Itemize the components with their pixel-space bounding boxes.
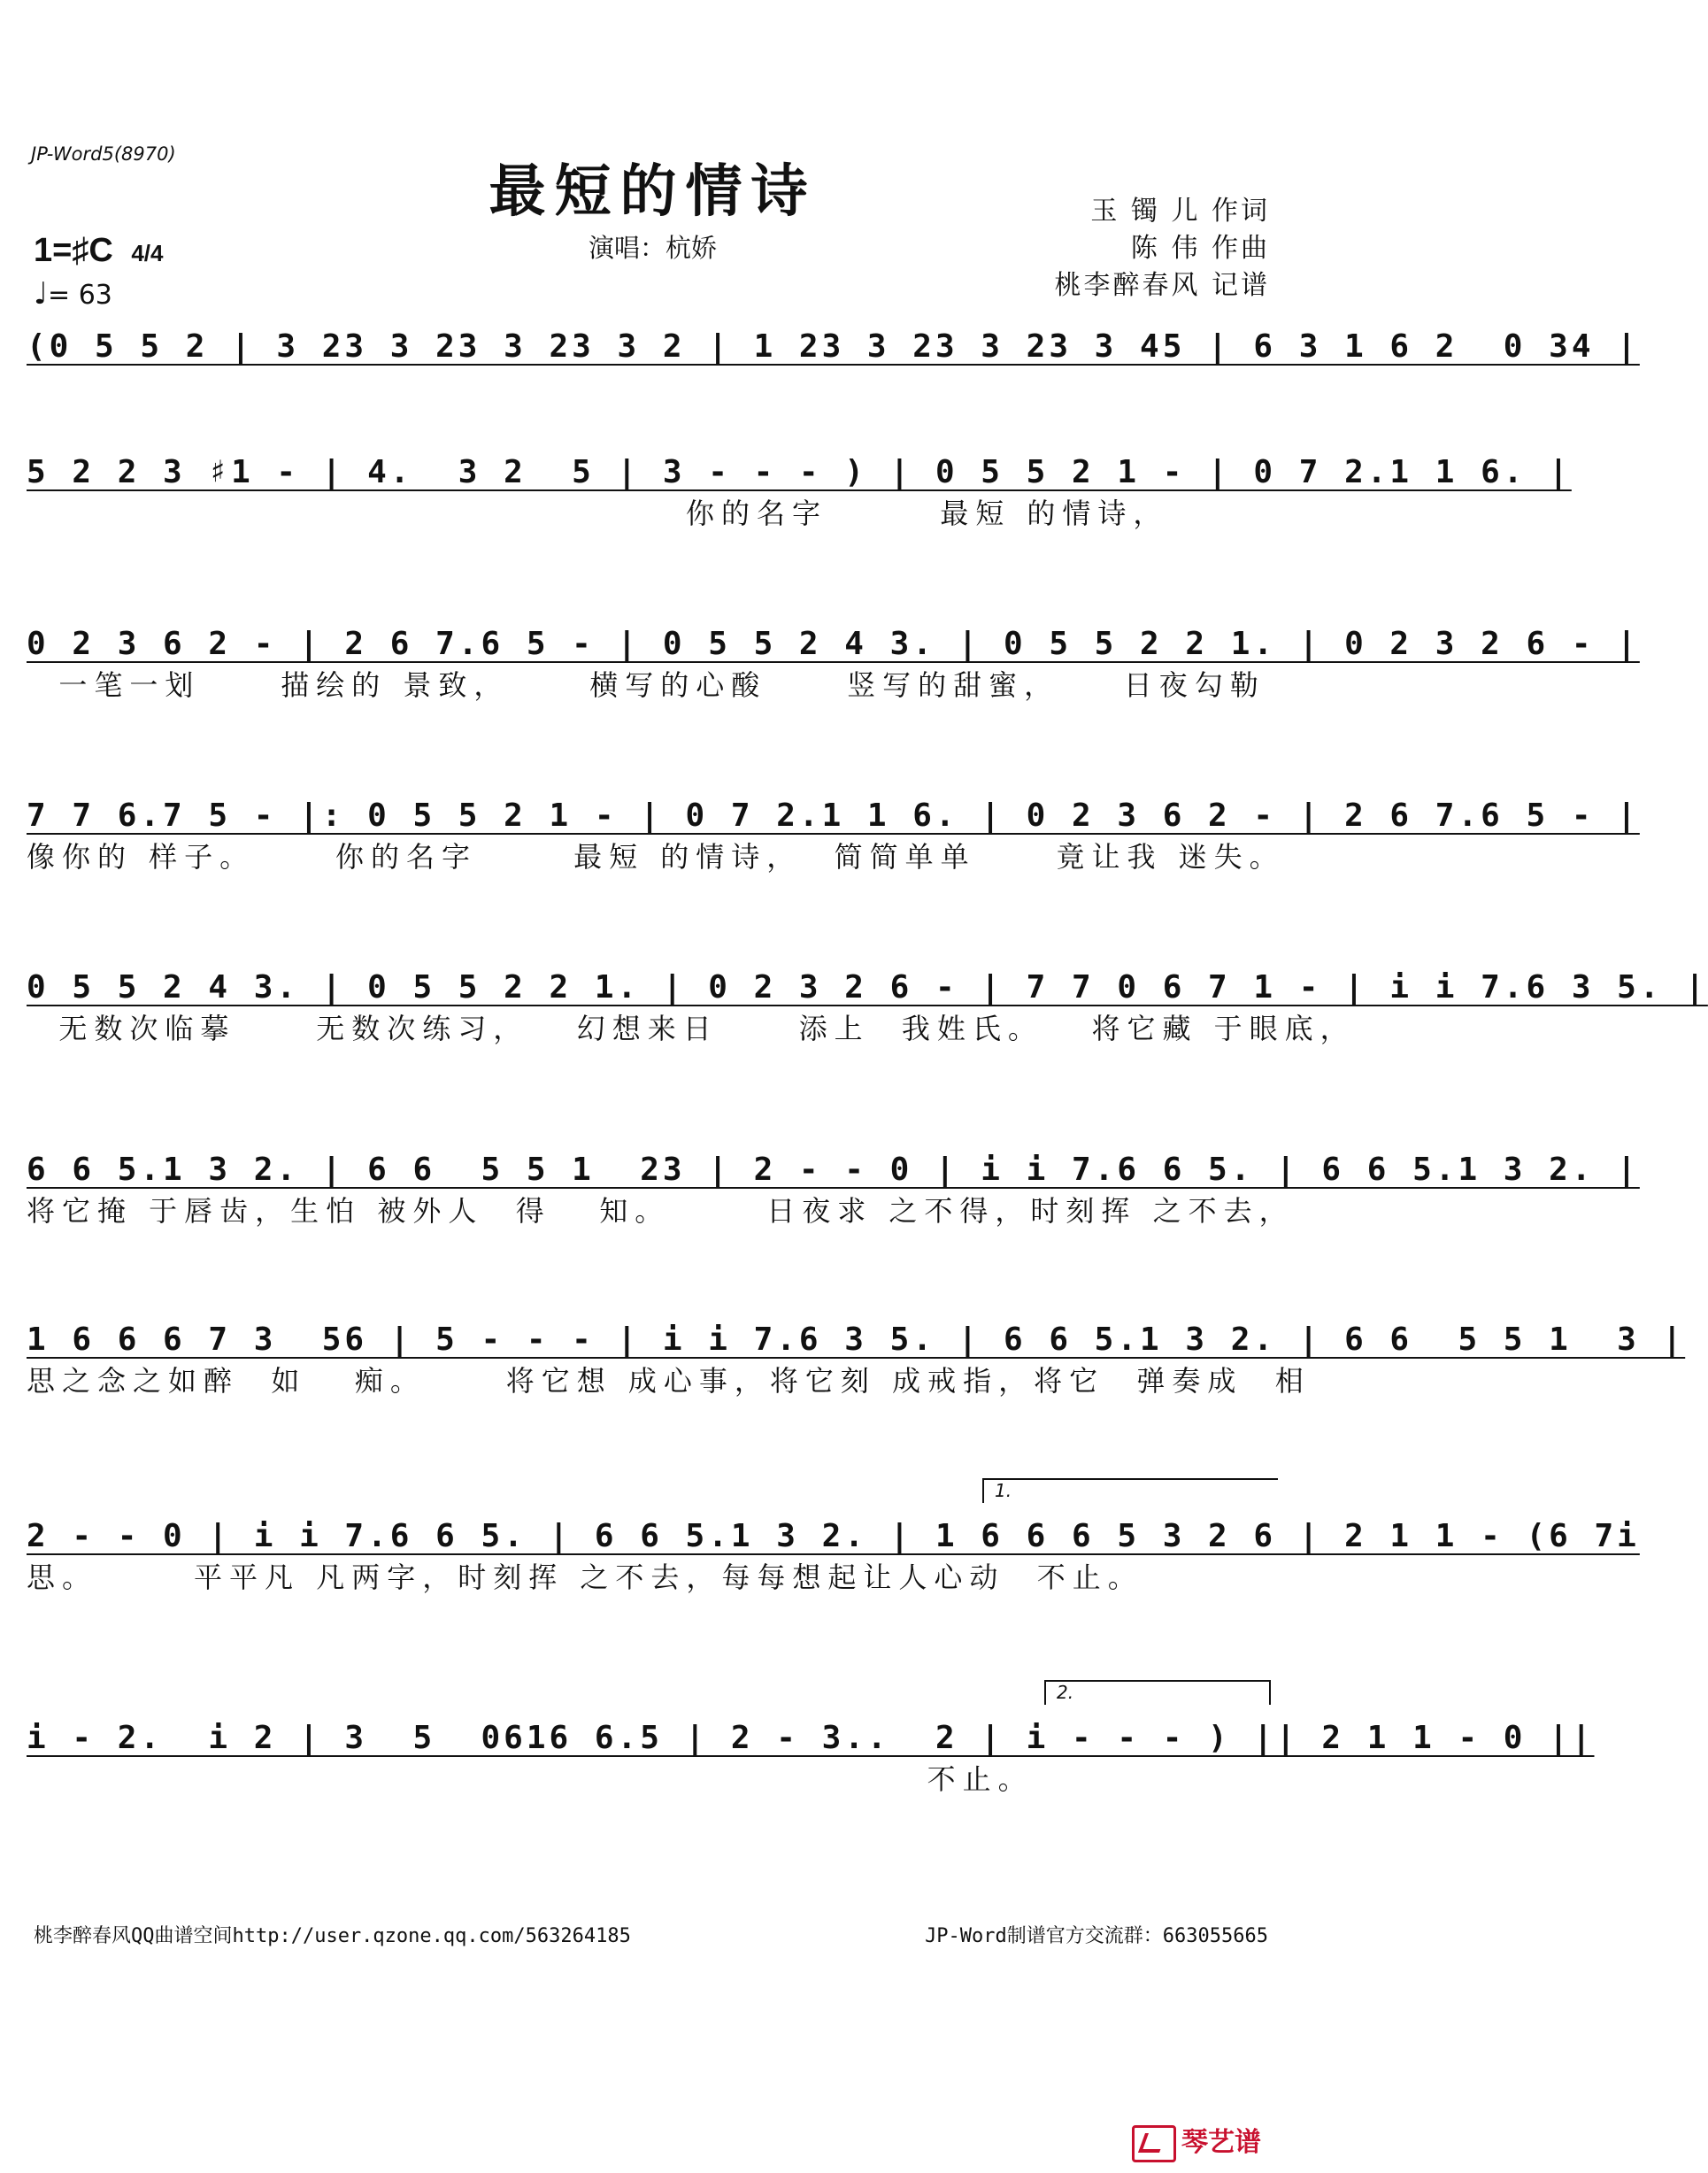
tempo-marking — [34, 276, 112, 312]
notation: 5 2 2 3 ♯1 - | 4. 3 2 5 | 3 - - - ) | 0 5 5 2 1 - | 0 7 2.1 1 6. | — [27, 454, 1572, 490]
brand-watermark — [1132, 2120, 1261, 2162]
brand-name: 琴艺谱 — [1181, 2127, 1261, 2158]
score-line-8 — [27, 1515, 1640, 1597]
score-line-6 — [27, 1149, 1640, 1230]
notation: i - 2. i 2 | 3 5 0616 6.5 | 2 - 3.. 2 | i - - - ) || 2 1 1 - 0 || — [27, 1720, 1595, 1756]
lyrics: 一笔一划 描绘的 景致， 横写的心酸 竖写的甜蜜， 日夜勾勒 — [27, 668, 1266, 702]
notation: 6 6 5.1 3 2. | 6 6 5 5 1 23 | 2 - - 0 | i i 7.6 6 5. | 6 6 5.1 3 2. | — [27, 1152, 1640, 1188]
score-line-9 — [27, 1717, 1595, 1799]
lyricist-credit: 玉 镯 儿 作词 — [1090, 196, 1270, 227]
volta-bracket-2: 2. — [1044, 1680, 1271, 1705]
quarter-note-icon: ♩ — [34, 276, 49, 312]
tempo-value: = 63 — [48, 280, 112, 311]
score-line-1 — [27, 326, 1640, 407]
score-line-2 — [27, 451, 1572, 533]
key-signature — [34, 232, 164, 270]
brand-logo-icon — [1132, 2125, 1176, 2162]
page-title: 最短的情诗 — [489, 158, 817, 225]
lyrics: 无数次临摹 无数次练习， 幻想来日 添上 我姓氏。 将它藏 于眼底， — [27, 1012, 1356, 1045]
notation: (0 5 5 2 | 3 23 3 23 3 23 3 2 | 1 23 3 23 3 23 3 45 | 6 3 1 6 2 0 34 | — [27, 328, 1640, 365]
notation: 2 - - 0 | i i 7.6 6 5. | 6 6 5.1 3 2. | 1 6 6 6 5 3 2 6 | 2 1 1 - (6 7i — [27, 1518, 1640, 1554]
key-label: 1=♯C — [34, 232, 113, 269]
notation: 1 6 6 6 7 3 56 | 5 - - - | i i 7.6 3 5. | 6 6 5.1 3 2. | 6 6 5 5 1 3 | — [27, 1322, 1686, 1358]
footer-source: 桃李醉春风QQ曲谱空间http://user.qzone.qq.com/563264185 — [34, 1925, 631, 1947]
credits-block — [1054, 193, 1270, 304]
lyrics: 思。 平平凡 凡两字，时刻挥 之不去，每每想起让人心动 不止。 — [27, 1560, 1143, 1594]
composer-credit: 陈 伟 作曲 — [1130, 233, 1270, 264]
lyrics: 思之念之如醉 如 痴。 将它想 成心事，将它刻 成戒指，将它 弹奏成 相 — [27, 1364, 1311, 1398]
singer-credit: 演唱：杭娇 — [588, 233, 717, 263]
volta-bracket-1: 1. — [982, 1478, 1278, 1503]
notation: 7 7 6.7 5 - |: 0 5 5 2 1 - | 0 7 2.1 1 6. | 0 2 3 6 2 - | 2 6 7.6 5 - | — [27, 798, 1640, 834]
score-line-4 — [27, 795, 1640, 876]
software-version: JP-Word5(8970) — [31, 143, 176, 165]
score-line-7 — [27, 1319, 1686, 1400]
notation: 0 2 3 6 2 - | 2 6 7.6 5 - | 0 5 5 2 4 3. | 0 5 5 2 2 1. | 0 2 3 2 6 - | — [27, 626, 1640, 662]
transcriber-credit: 桃李醉春风 记谱 — [1054, 270, 1270, 301]
score-line-3 — [27, 623, 1640, 705]
score-line-5 — [27, 967, 1708, 1048]
footer-group: JP-Word制谱官方交流群：663055665 — [925, 1925, 1268, 1947]
time-signature: 4/4 — [131, 240, 164, 266]
notation: 0 5 5 2 4 3. | 0 5 5 2 2 1. | 0 2 3 2 6 - | 7 7 0 6 7 1 - | i i 7.6 3 5. | — [27, 969, 1708, 1006]
lyrics: 你的名字 最短 的情诗， — [27, 497, 1169, 530]
lyrics: 不止。 — [27, 1762, 1034, 1796]
lyrics — [27, 368, 1279, 407]
lyrics: 像你的 样子。 你的名字 最短 的情诗， 简简单单 竟让我 迷失。 — [27, 840, 1285, 874]
lyrics: 将它掩 于唇齿，生怕 被外人 得 知。 日夜求 之不得，时刻挥 之不去， — [27, 1194, 1295, 1228]
